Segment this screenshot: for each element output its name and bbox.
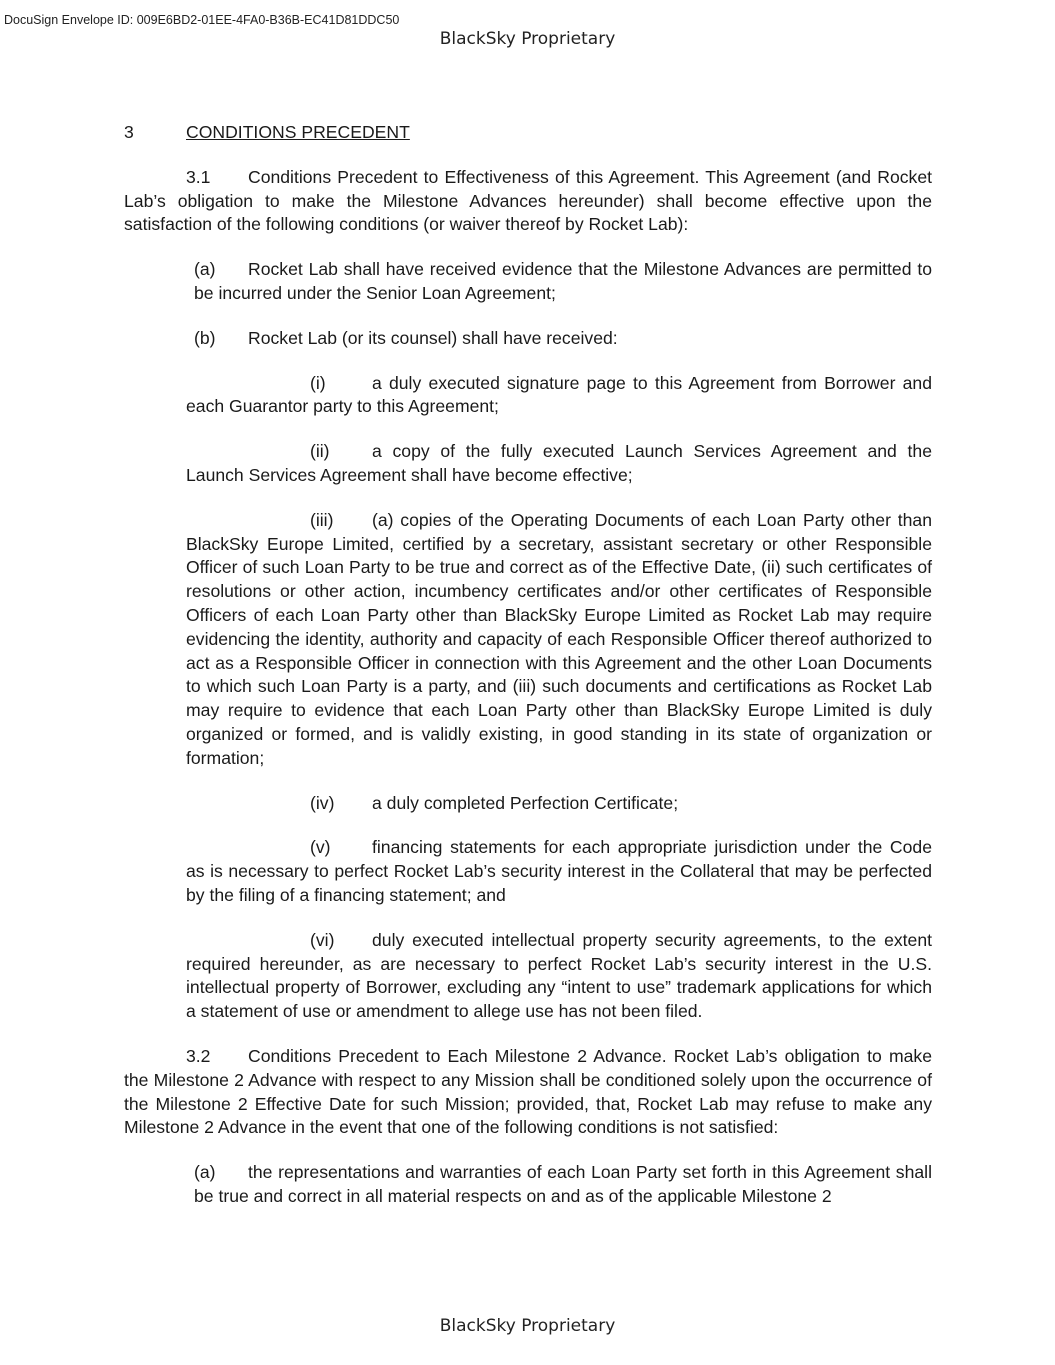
paragraph-text: Conditions Precedent to Each Milestone 2 Advance. Rocket Lab’s obligation to make the Milestone 2 Advance with respect to any Mission shall be conditioned solely upon the occurrence of the Milestone 2 Effective Date for such Mission; provided, that, Rocket Lab may refuse to make any Milestone 2 Advance in the event that one of the following conditions is not satisfied: xyxy=(124,1045,932,1138)
subitem-text: a duly executed signature page to this Agreement from Borrower and each Guarantor party to this Agreement; xyxy=(186,372,932,417)
item-label: (b) xyxy=(194,327,216,348)
subitem-vi xyxy=(186,929,932,1024)
milestone-condition-a xyxy=(194,1161,932,1209)
subitem-iv xyxy=(186,792,932,816)
subitem-label: (iii) xyxy=(310,509,334,530)
item-text: Rocket Lab shall have received evidence that the Milestone Advances are permitted to be incurred under the Senior Loan Agreement; xyxy=(194,259,932,303)
subitem-i xyxy=(186,372,932,420)
item-text: the representations and warranties of each Loan Party set forth in this Agreement shall be true and correct in all material respects on and as of the applicable Milestone 2 xyxy=(194,1162,932,1206)
subitem-label: (vi) xyxy=(310,929,335,950)
subitem-label: (iv) xyxy=(310,792,335,813)
condition-a xyxy=(194,258,932,306)
subitem-label: (i) xyxy=(310,372,326,393)
footer-proprietary-label: BlackSky Proprietary xyxy=(439,1316,616,1336)
subitem-text: a copy of the fully executed Launch Services Agreement and the Launch Services Agreement shall have become effective; xyxy=(186,441,932,485)
subitem-text: duly executed intellectual property security agreements, to the extent required hereunder, as are necessary to perfect Rocket Lab’s security interest in the U.S. intellectual property of Borrower, excluding any “intent to use” trademark applications for which a statement of use or amendment to allege use has not been filed. xyxy=(186,929,932,1022)
section-number: 3 xyxy=(124,122,134,142)
paragraph-number: 3.2 xyxy=(186,1045,211,1066)
subitem-iii xyxy=(186,509,932,771)
subitem-text: financing statements for each appropriate jurisdiction under the Code as is necessary to perfect Rocket Lab’s security interest in the Collateral that may be perfected by the filing of a financing statement; and xyxy=(186,837,932,905)
section-title: CONDITIONS PRECEDENT xyxy=(186,122,410,142)
header-proprietary-label: BlackSky Proprietary xyxy=(439,29,616,49)
item-text: Rocket Lab (or its counsel) shall have received: xyxy=(248,327,618,348)
condition-b xyxy=(194,327,932,351)
subitem-ii xyxy=(186,440,932,488)
document-body xyxy=(124,121,932,1230)
section-heading xyxy=(124,121,932,145)
docusign-envelope-id: DocuSign Envelope ID: 009E6BD2-01EE-4FA0-B36B-EC41D81DDC50 xyxy=(4,13,400,27)
subitem-text: a duly completed Perfection Certificate; xyxy=(372,792,679,813)
item-label: (a) xyxy=(194,1162,216,1183)
paragraph-text: Conditions Precedent to Effectiveness of this Agreement. This Agreement (and Rocket Lab’s obligation to make the Milestone Advances hereunder) shall become effective upon the satisfaction of the following conditions (or waiver thereof by Rocket Lab): xyxy=(124,166,932,235)
paragraph-number: 3.1 xyxy=(186,166,211,187)
subitem-label: (ii) xyxy=(310,441,330,462)
subitem-text: (a) copies of the Operating Documents of each Loan Party other than BlackSky Europe Limited, certified by a secretary, assistant secretary or other Responsible Officer of such Loan Party to be true and correct as of the Effective Date, (ii) such certificates of resolutions or other action, incumbency certificates and/or other certificates of Responsible Officers of each Loan Party other than BlackSky Europe Limited as Rocket Lab may require evidencing the identity, authority and capacity of each Responsible Officer thereof authorized to act as a Responsible Officer in connection with this Agreement and the other Loan Documents to which such Loan Party is a party, and (iii) such documents and certifications as Rocket Lab may require to evidence that each Loan Party other than BlackSky Europe Limited is duly organized or formed, and is validly existing, in good standing in its state of organization or formation; xyxy=(186,509,932,768)
subitem-label: (v) xyxy=(310,837,331,858)
item-label: (a) xyxy=(194,259,216,280)
subitem-v xyxy=(186,836,932,907)
paragraph-3-1 xyxy=(124,166,932,237)
paragraph-3-2 xyxy=(124,1045,932,1140)
